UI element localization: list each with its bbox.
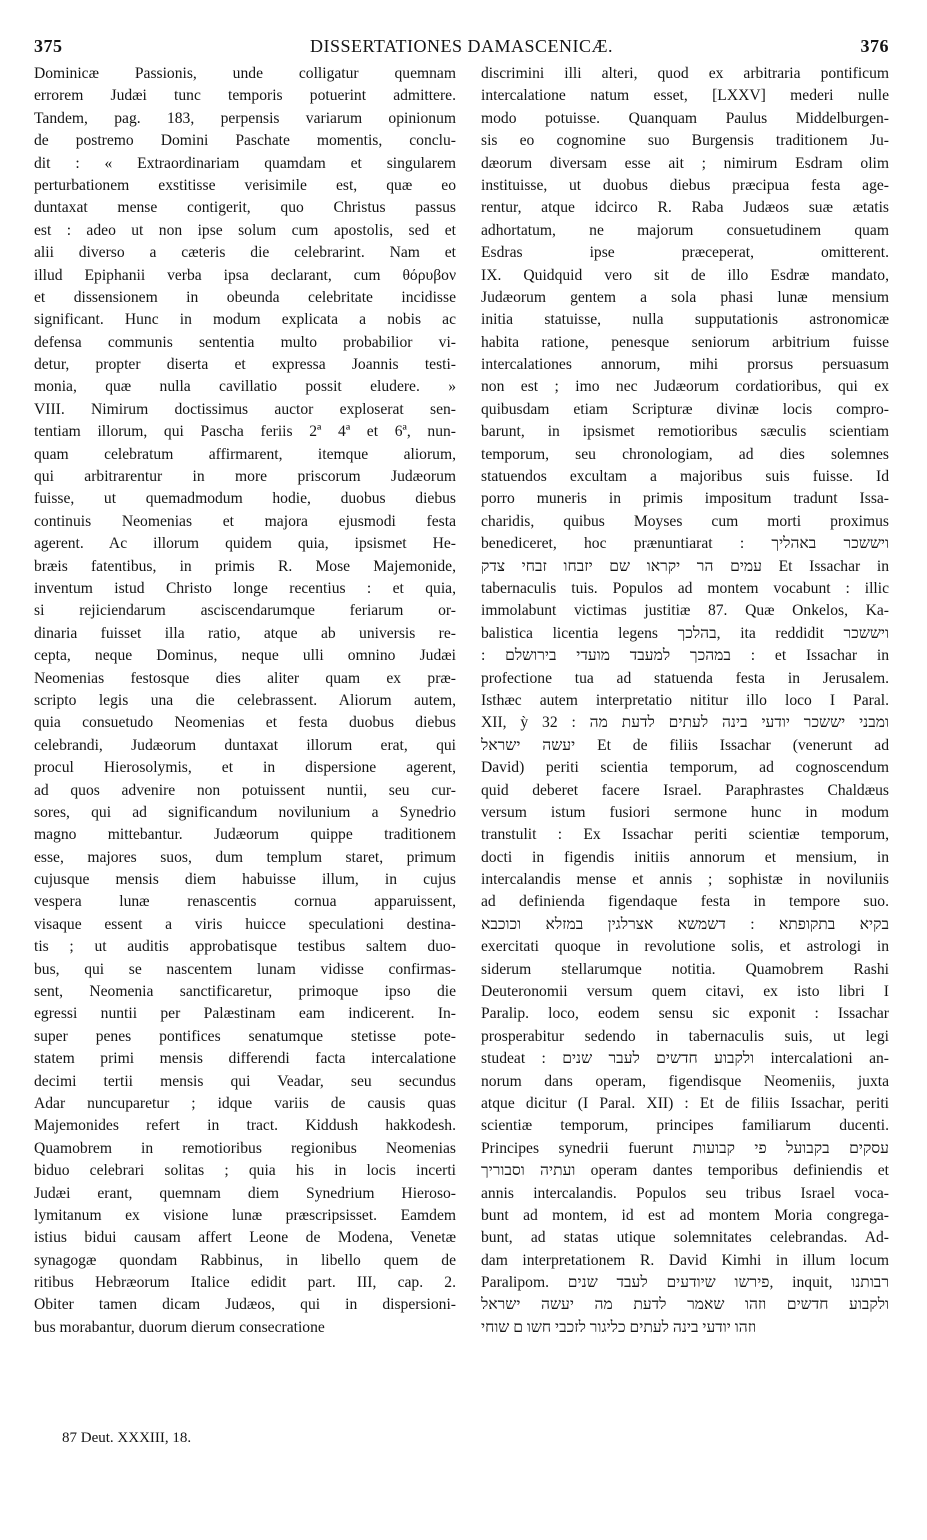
text-line: bunt ad montem, id est ad montem Moria congrega-: [481, 1206, 889, 1224]
running-title: DISSERTATIONES DAMASCENICÆ.: [309, 36, 613, 56]
text-line: sent, Neomenia sanctificaretur, primoque ipso die: [34, 983, 456, 1001]
text-line: dam interpretationem R. David Kimhi in illum locum: [481, 1251, 889, 1269]
text-line: ad definienda figendaque festa in tempore suo.: [481, 893, 889, 911]
text-line: tis ; ut auditis approbatisque testibus saltem duo-: [34, 938, 456, 956]
text-line: alii diverso a cæteris die celebrarint. Nam et: [34, 244, 456, 262]
text-line: benediceret, hoc prænuntiarat : ויששכר באהליך: [481, 535, 889, 553]
text-line: intercalationes annorum, mihi prorsus persuasum: [481, 356, 889, 374]
text-line: perturbationem exstitisse verisimile est, quæ eo: [34, 176, 456, 194]
text-line: adhortatum, ne majorum consuetudinem quam: [481, 221, 889, 239]
text-line: ועתיה וסבוריך operam dantes temporibus definiendis et: [481, 1162, 889, 1180]
text-line: sis eo cognomine suo Burgensis traditionem Ju-: [481, 132, 889, 150]
text-line: Paralipom. פירשו שיודעים לעבד שנים, inquit, רבותנו: [481, 1274, 889, 1292]
text-line: agerent. Ac illorum quidem quia, ipsismet He-: [34, 535, 456, 553]
text-line: initia statuisse, nulla supputationis astronomicæ: [481, 311, 889, 329]
text-line: בקיא בתקופתא : דשמשא אצרלגין במזלא וכוכבא: [481, 915, 889, 933]
text-line: quia consuetudo Neomenias et festa duobus diebus: [34, 714, 456, 732]
text-line: ad quos advenire non potuissent nuntii, seu cur-: [34, 781, 456, 799]
text-line: errorem Judæi tunc temporis potuerint admittere.: [34, 87, 456, 105]
text-line: Adar nuncuparetur ; idque variis de causis quas: [34, 1094, 456, 1112]
text-line: bunt, ad statas utique solemnitates celebrandas. Ad-: [481, 1229, 889, 1247]
text-line: bus, qui se nascentem lunam vidisse confirmas-: [34, 960, 456, 978]
text-line: habita ratione, penesque seniorum arbitrium fuisse: [481, 333, 889, 351]
text-line: istius bidui causam affert Leone de Modena, Venetæ: [34, 1229, 456, 1247]
text-line: exercitati quoque in revolutione solis, et astrologi in: [481, 938, 889, 956]
text-line: visaque essent a viris huicce speculationi destina-: [34, 915, 456, 933]
text-line: : במהכך למעבד מועדי בירושלם : et Issachar in: [481, 647, 889, 665]
text-line: magno mittebantur. Judæorum quippe traditionem: [34, 826, 456, 844]
text-line: bræis fatentibus, in primis R. Mose Majemonide,: [34, 557, 456, 575]
text-line: intercalandis mense et annis ; sophistæ in noviluniis: [481, 871, 889, 889]
text-line: Judæi erant, quemnam diem Synedrium Hieroso-: [34, 1184, 456, 1202]
text-line: Obiter tamen dicam Judæos, qui in dispersioni-: [34, 1296, 456, 1314]
text-line: est : adeo ut non ipse solum cum apostolis, sed et: [34, 221, 456, 239]
text-line: defensa communis sententia multo probabilior vi-: [34, 333, 456, 351]
text-line: vespera lunæ renascentis cornua apparuissent,: [34, 893, 456, 911]
text-line: et dissensionem in obeunda celebritate incidisse: [34, 288, 456, 306]
text-line: barunt, in ipsismet remotioribus sæculis scientiam: [481, 423, 889, 441]
text-line: Quamobrem in remotioribus regionibus Neomenias: [34, 1139, 456, 1157]
text-line: Paralip. loco, eodem sensu sic exponit : Issachar: [481, 1005, 889, 1023]
text-line: יעשה ישראל Et de filiis Issachar (venerunt ad: [481, 736, 889, 754]
text-line: Principes synedrii fuerunt עסקים בקבועל פי קבועות: [481, 1139, 889, 1157]
page-number-left: 375: [34, 36, 63, 56]
text-line: עמים הר יקראו שם יזבחו זבחי צדק Et Issachar in: [481, 557, 889, 575]
text-line: bus morabantur, duorum dierum consecratione: [34, 1318, 325, 1336]
text-line: super penes pontifices senatumque stetisse pote-: [34, 1027, 456, 1045]
text-line: tabernaculis tuis. Populos ad montem vocabunt : illic: [481, 579, 889, 597]
text-line: synagogæ quondam Rabbinus, in libello quem de: [34, 1251, 456, 1269]
text-line: statuendos excultam a majoribus suis fuisse. Id: [481, 468, 889, 486]
text-line: discrimini illi alteri, quod ex arbitraria pontificum: [481, 65, 889, 82]
text-line: quid deberet facere Israel. Paraphrastes Chaldæus: [481, 781, 889, 799]
text-line: significant. Hunc in modum explicata a nobis ac: [34, 311, 456, 329]
footnote: 87 Deut. XXXIII, 18.: [62, 1430, 192, 1446]
text-line: annis intercalandis. Populos seu tribus Israel voca-: [481, 1184, 889, 1202]
text-line: transtulit : Ex Issachar periti scientiæ temporum,: [481, 826, 889, 844]
text-line: celebrandi, Judæorum duntaxat illorum erat, qui: [34, 736, 456, 754]
text-line: Isthæc autem interpretatio nititur illo loco I Paral.: [481, 691, 889, 709]
text-line: prosperabitur sedendo in tabernaculis suis, ut legi: [481, 1027, 889, 1045]
text-line: modo potuisse. Quanquam Paulus Middelburgen-: [481, 109, 889, 127]
text-line: ritibus Hebræorum Italice edidit part. III, cap. 2.: [34, 1274, 456, 1292]
text-line: docti in figendis initiis annorum et mensium, in: [481, 848, 889, 866]
text-line: egressi nuntii per Palæstinam eam indicerent. In-: [34, 1005, 456, 1023]
text-line: cujusque mensis diem habuisse illum, in cujus: [34, 871, 456, 889]
text-line: rentur, atque idcirco R. Raba Judæos suæ ætatis: [481, 199, 889, 217]
text-line: statem primi mensis differendi facta intercalatione: [34, 1050, 456, 1068]
text-line: fuisse, ut quemadmodum hodie, duobus diebus: [34, 490, 456, 508]
text-line: si rejiciendarum asciscendarumque feriarum or-: [34, 602, 456, 620]
running-header: [34, 36, 889, 62]
text-line: scripto legis una die celebrassent. Aliorum autem,: [34, 691, 456, 709]
text-line: Tandem, pag. 183, perpensis variarum opinionum: [34, 109, 456, 127]
text-line: VIII. Nimirum doctissimus auctor exploserat sen-: [34, 400, 456, 418]
text-line: porro muneris in primis impositum tradunt Issa-: [481, 490, 889, 508]
text-line: temporum, seu chronologiam, ad dies solemnes: [481, 445, 889, 463]
text-line: decimi tertii mensis qui Veadar, seu secundus: [34, 1072, 456, 1090]
text-line: continuis Neomenias et majora ejusmodi festa: [34, 512, 456, 530]
text-line: non est ; imo nec Judæorum cordatioribus, qui ex: [481, 378, 889, 396]
text-line: siderum stellarumque notitia. Quamobrem Rashi: [481, 960, 889, 978]
text-line: quam celebratum affirmarent, itemque aliorum,: [34, 445, 456, 463]
text-line: lymitanum ex visione lunæ præscripsisset. Eamdem: [34, 1206, 456, 1224]
text-line: de postremo Domini Paschate momentis, conclu-: [34, 132, 456, 150]
text-line: Esdras ipse præceperat, omitterent.: [481, 244, 889, 262]
right-column: [481, 63, 889, 1339]
text-line: Neomenias festosque dies aliter quam ex præ-: [34, 669, 456, 687]
text-line: scientiæ temporum, principes familiarum ducenti.: [481, 1117, 889, 1135]
text-line: duntaxat mense contigerit, quo Christus passus: [34, 199, 456, 217]
text-line: instituisse, ut duobus diebus præcipua festa age-: [481, 176, 889, 194]
text-line: Dominicæ Passionis, unde colligatur quemnam: [34, 65, 456, 82]
text-line: biduo celebrari solitas ; quia his in locis incerti: [34, 1162, 456, 1180]
text-line: inventum istud Christo longe recentius : et quia,: [34, 579, 456, 597]
text-line: XII, ỳ 32 : ומבני יששכר יודעי בינה לעתים לדעת מה: [481, 714, 889, 732]
text-line: charidis, quibus Moyses cum morti proximus: [481, 512, 889, 530]
text-line: versum istum fusiori sermone hunc in modum: [481, 803, 889, 821]
text-line: studeat : ולקבוע חדשים לעבר שנים intercalationi an-: [481, 1050, 889, 1068]
text-line: וזהו יודעי בינה לעתים כליגור לזכבי חשו ם שוחי: [481, 1318, 757, 1336]
text-line: procul Hierosolymis, et in dispersione agerent,: [34, 759, 456, 777]
text-line: sores, qui ad significandum novilunium a Synedrio: [34, 803, 456, 821]
text-line: illud Epiphanii verba ipsa declarant, cum θόρυβον: [34, 266, 456, 284]
text-line: balistica licentia legens בהלכך, ita reddidit ויששכר: [481, 624, 889, 642]
text-line: Judæorum gentem a sola phasi lunæ mensium: [481, 288, 889, 306]
text-line: ולקבוע חדשים וזהו שאמר לדעת מה יעשה ישראל: [481, 1296, 889, 1314]
text-line: Deuteronomii versum quem citavi, ex isto libri I: [481, 983, 889, 1001]
text-line: dinaria fuisset illa ratio, atque ab universis re-: [34, 624, 456, 642]
text-line: dæorum diversam esse ait ; nimirum Esdram olim: [481, 154, 889, 172]
text-line: qui arbitrarentur in more priscorum Judæorum: [34, 468, 456, 486]
left-column: [34, 63, 456, 1339]
text-line: Majemonides refert in tract. Kiddush hakkodesh.: [34, 1117, 456, 1135]
text-line: esse, majores suos, dum templum staret, primum: [34, 848, 456, 866]
text-line: intercalatione natum esset, [LXXV] mederi nulle: [481, 87, 889, 105]
text-line: monia, quæ nulla cavillatio possit eludere. »: [34, 378, 456, 396]
text-line: tentiam illorum, qui Pascha feriis 2ª 4ª et 6ª, nun-: [34, 423, 456, 441]
page-number-right: 376: [860, 36, 889, 56]
text-line: immolabunt victimas justitiæ 87. Quæ Onkelos, Ka-: [481, 602, 889, 620]
text-line: atque dicitur (I Paral. XII) : Et de filiis Issachar, periti: [481, 1094, 889, 1112]
text-line: cepta, neque Dominus, neque ulli omnino Judæi: [34, 647, 456, 665]
text-line: profectione tua ad statuenda festa in Jerusalem.: [481, 669, 889, 687]
text-line: detur, propter diserta et expressa Joannis testi-: [34, 356, 456, 374]
text-line: norum dans operam, figendisque Neomeniis, juxta: [481, 1072, 889, 1090]
text-line: dit : « Extraordinariam quamdam et singularem: [34, 154, 456, 172]
text-line: quibusdam etiam Scripturæ divinæ locis compro-: [481, 400, 889, 418]
text-line: David) periti scientia temporum, ad cognoscendum: [481, 759, 889, 777]
text-line: IX. Quidquid vero sit de illo Esdræ mandato,: [481, 266, 889, 284]
